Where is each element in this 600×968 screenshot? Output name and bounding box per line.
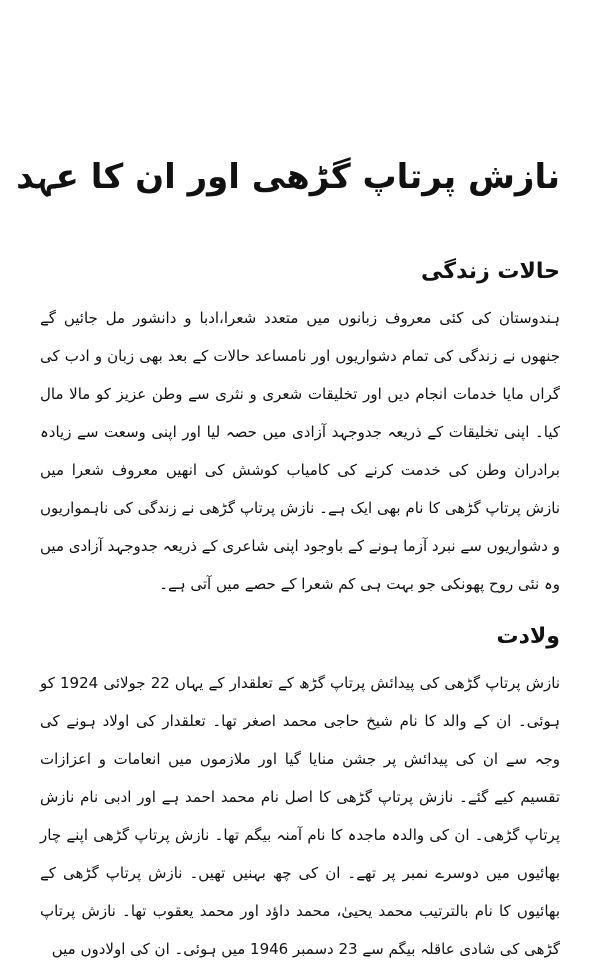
section-biography — [40, 255, 560, 603]
page-title: نازش پرتاپ گڑھی اور ان کا عہد — [16, 156, 560, 197]
section-heading-birth: ولادت — [496, 624, 560, 649]
section-heading-biography: حالات زندگی — [421, 259, 560, 284]
section-paragraph-birth: نازش پرتاپ گڑھی کی پیدائش پرتاپ گڑھ کے تعلقدار کے یہاں 22 جولائی 1924 کو ہوئی۔ ان کے والد کا نام شیخ حاجی محمد اصغر تھا۔ تعلقدار کی اولاد ہونے کی وجہ سے ان کی پیدائش پر جشن منایا گیا اور ملازموں میں انعامات و اعزازات تقسیم کیے گئے۔ نازش پرتاپ گڑھی کا اصل نام محمد احمد ہے اور ادبی نام نازش پرتاپ گڑھی۔ ان کی والدہ ماجدہ کا نام آمنہ بیگم تھا۔ نازش پرتاپ گڑھی اپنے چار بھائیوں میں دوسرے نمبر پر تھے۔ ان کی چھ بہنیں تھیں۔ نازش پرتاپ گڑھی کے بھائیوں کا نام بالترتیب محمد یحییٰ، محمد داؤد اور محمد یعقوب تھا۔ نازش پرتاپ گڑھی کی شادی عاقلہ بیگم سے 23 دسمبر 1946 میں ہوئی۔ ان کی اولادوں میں — [40, 674, 560, 958]
section-birth — [40, 620, 560, 968]
section-paragraph-biography: ہندوستان کی کئی معروف زبانوں میں متعدد شعرا،ادبا و دانشور مل جائیں گے جنھوں نے زندگی کی تمام دشواریوں اور نامساعد حالات کے بعد بھی زبان و ادب کی گراں مایا خدمات انجام دیں اور تخلیقات شعری و نثری سے وطن عزیز کو مالا مال کیا۔ اپنی تخلیقات کے ذریعہ جدوجہد آزادی میں حصہ لیا اور اپنی وسعت سے زیادہ برادران وطن کی خدمت کرنے کی کامیاب کوشش کی انھیں معروف شعرا میں نازش پرتاپ گڑھی کا نام بھی ایک ہے۔ نازش پرتاپ گڑھی نے زندگی کی ناہمواریوں و دشواریوں سے نبرد آزما ہونے کے باوجود اپنی شاعری کے ذریعہ جدوجہد آزادی میں وہ نئی روح پھونکی جو بہت ہی کم شعرا کے حصے میں آتی ہے۔ — [40, 309, 560, 593]
